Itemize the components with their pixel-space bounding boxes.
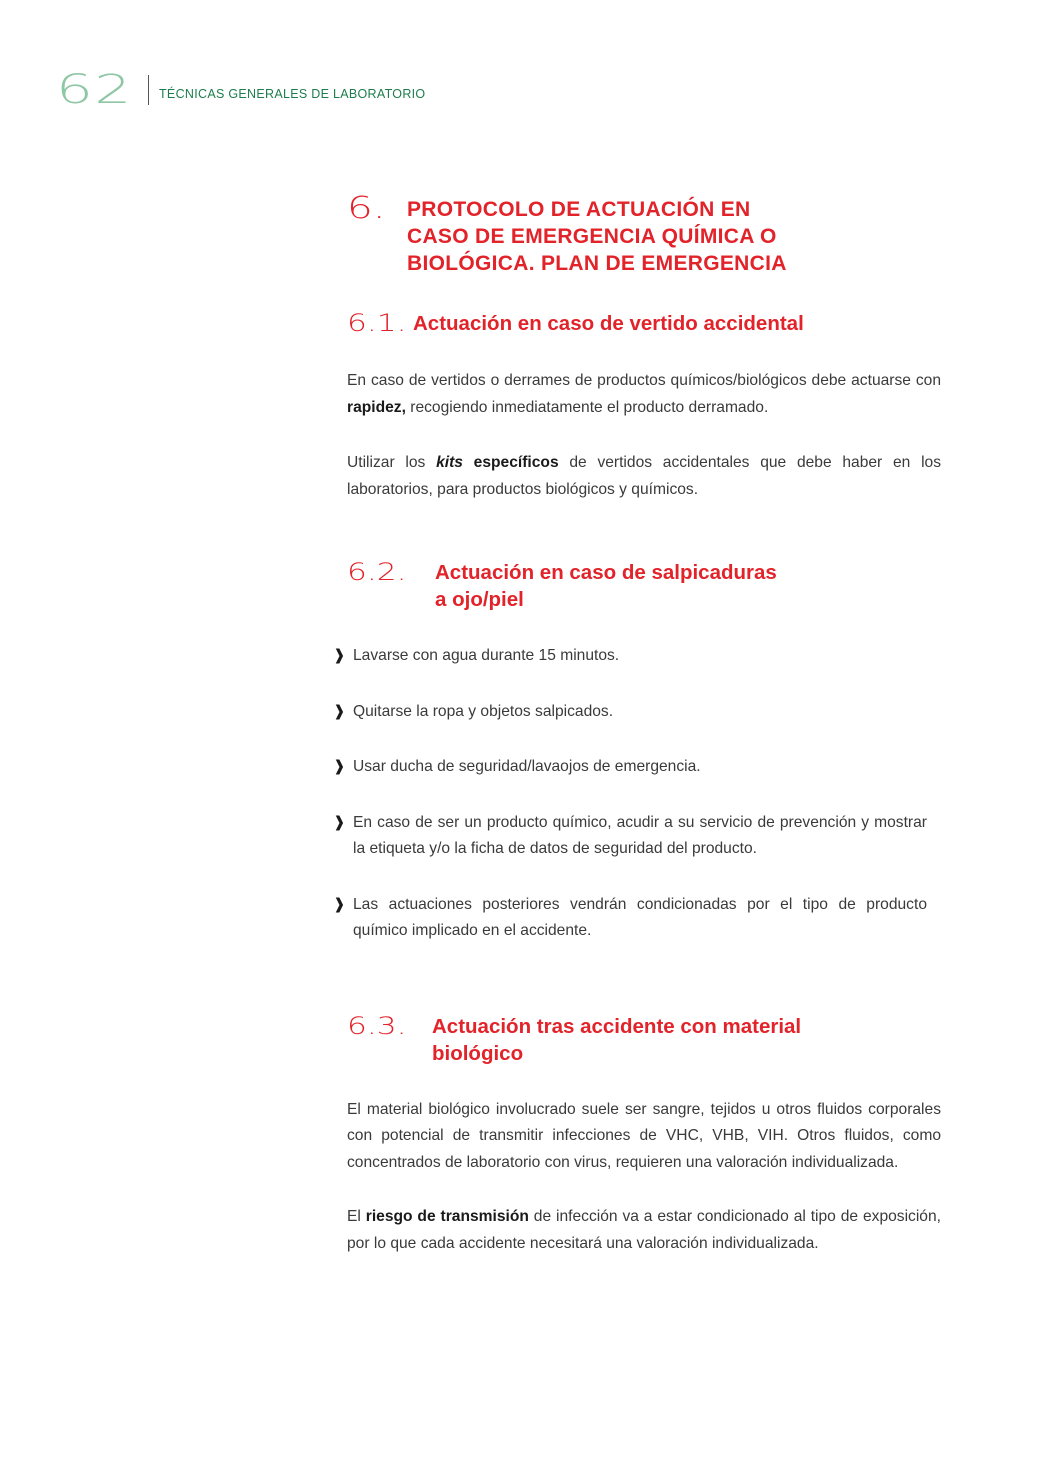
section-6-heading [347, 191, 941, 277]
section-6-title-line: PROTOCOLO DE ACTUACIÓN EN [407, 198, 751, 221]
list-item-text: En caso de ser un producto químico, acudir a su servicio de prevención y mostrar la etiqueta y/o la ficha de datos de seguridad del producto. [353, 813, 927, 857]
section-6-title-line: CASO DE EMERGENCIA QUÍMICA O [407, 225, 777, 248]
bullet-icon: ❱ [333, 813, 346, 831]
list-item [333, 754, 927, 781]
section-6-2-title-line: Actuación en caso de salpicaduras [435, 561, 777, 584]
section-6-1-number: 6.1. [347, 309, 407, 337]
list-item [333, 699, 927, 726]
bold-text: específicos [462, 454, 559, 471]
paragraph [347, 450, 941, 503]
paragraph [347, 1204, 941, 1257]
text-run: de vertidos accidentales que debe haber en los laboratorios, para productos biológicos y químicos. [347, 454, 942, 498]
section-6-3-title-line: Actuación tras accidente con material [432, 1014, 802, 1038]
section-6-title [407, 196, 787, 277]
section-6-2-number: 6.2. [347, 558, 407, 586]
list-item-text: Lavarse con agua durante 15 minutos. [353, 647, 620, 664]
text-run: En caso de vertidos o derrames de productos químicos/biológicos debe actuarse con [347, 372, 941, 389]
bullet-icon: ❱ [333, 758, 346, 775]
list-item [333, 810, 927, 863]
bullet-icon: ❱ [333, 702, 346, 720]
section-6-title-line: BIOLÓGICA. PLAN DE EMERGENCIA [407, 252, 787, 275]
text-run: recogiendo inmediatamente el producto derramado. [405, 398, 769, 416]
list-item-text: Usar ducha de seguridad/lavaojos de emergencia. [353, 758, 701, 775]
list-item [333, 892, 927, 945]
paragraph [347, 368, 941, 421]
list-item-text: Las actuaciones posteriores vendrán condicionadas por el tipo de producto químico implicado en el accidente. [353, 895, 927, 939]
list-item [333, 643, 927, 670]
section-6-2-title-line: a ojo/piel [435, 588, 524, 611]
section-6-2-heading [347, 559, 941, 613]
bullet-icon: ❱ [333, 895, 346, 913]
text-run: Utilizar los [347, 454, 437, 471]
bullet-list [333, 643, 927, 945]
section-6-3-number: 6.3. [347, 1011, 407, 1040]
section-6-3-title-line: biológico [432, 1041, 524, 1065]
text-run: de infección va a estar condicionado al tipo de exposición, por lo que cada accidente necesitará una valoración individualizada. [347, 1208, 941, 1252]
section-6-1-title: Actuación en caso de vertido accidental [413, 312, 804, 335]
section-6-2-title [435, 559, 777, 613]
bullet-icon: ❱ [333, 647, 346, 664]
text-run: El [347, 1208, 366, 1225]
section-6-1-heading [347, 310, 941, 337]
main-content [333, 191, 942, 1257]
bold-text: riesgo de transmisión [365, 1208, 529, 1225]
bold-italic-text: kits [436, 454, 463, 471]
page-header [56, 67, 426, 113]
section-6-number: 6. [347, 191, 386, 226]
paragraph: El material biológico involucrado suele ser sangre, tejidos u otros fluidos corporales con potencial de transmitir infecciones de VHC, VHB, VIH. Otros fluidos, como concentrados de laboratorio con virus, requieren una valoración individualizada. [347, 1100, 941, 1171]
bold-text: rapidez, [347, 398, 406, 416]
running-title: TÉCNICAS GENERALES DE LABORATORIO [159, 87, 426, 101]
section-6-3-heading [347, 1013, 941, 1067]
section-6-3-title [432, 1013, 801, 1067]
page-number: 62 [56, 67, 133, 113]
list-item-text: Quitarse la ropa y objetos salpicados. [353, 702, 614, 720]
